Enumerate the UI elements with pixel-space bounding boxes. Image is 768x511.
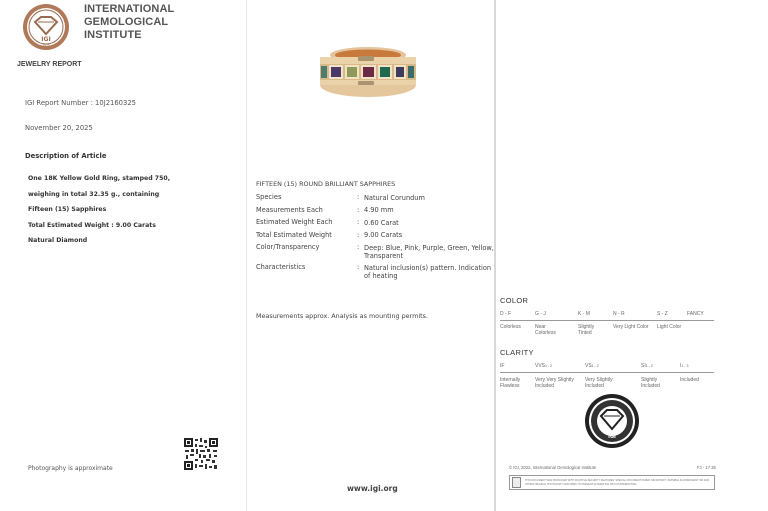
spec-value: 9.00 Carats [364, 231, 403, 240]
clarity-description: Slightly Included [641, 377, 660, 389]
document-icon [512, 477, 521, 488]
gemstone-title: FIFTEEN (15) ROUND BRILLIANT SAPPHIRES [256, 180, 396, 188]
description-line: weighing in total 32.35 g., containing [28, 190, 160, 198]
spec-separator: : [357, 193, 360, 201]
svg-text:IGI: IGI [608, 434, 616, 440]
clarity-grade [500, 363, 504, 369]
clarity-grade [641, 363, 653, 369]
color-description: Colorless [500, 324, 521, 330]
spec-label: Total Estimated Weight [256, 230, 332, 239]
report-left-panel [0, 0, 246, 511]
spec-row-weight-each [256, 218, 494, 231]
disclaimer-text: THIS DOCUMENT WAS PRODUCED WITH MULTIPLE SECURITY FEATURES. SPECIAL DOCUMENT PAPER, MICROTEXT, INVISIBLE FLUORESCENT INK AND OTHER ORIGINAL PHOTOCOPY FEATURES TO PREVENT ALTERATION OR COUNTERFEITING. [525, 479, 710, 486]
spec-row-characteristics [256, 263, 494, 280]
description-of-article [28, 175, 170, 253]
color-grade: FANCY [687, 311, 704, 317]
spec-label: Characteristics [256, 263, 306, 272]
color-grade: N - R [613, 311, 625, 317]
clarity-grade-base: VVS [535, 363, 546, 369]
color-grade: G - J [535, 311, 546, 317]
description-line: Natural Diamond [28, 237, 88, 244]
spec-label: Species [256, 193, 282, 201]
gemstone-specs-table [256, 193, 494, 280]
spec-label: Estimated Weight Each [256, 218, 333, 227]
spec-value: Natural Corundum [364, 193, 425, 202]
spec-separator: : [357, 218, 360, 227]
description-title: Description of Article [25, 152, 107, 160]
security-disclaimer-box [509, 475, 715, 490]
clarity-grade-base: VS [585, 363, 592, 369]
copyright-notice: © IGI, 2022, International Gemological Institute [509, 465, 597, 470]
spec-separator: : [357, 230, 360, 239]
measurement-note: Measurements approx. Analysis as mounting permits. [256, 312, 428, 320]
spec-separator: : [357, 205, 360, 214]
clarity-grade-sup: 1 - 2 [545, 364, 553, 368]
report-date: November 20, 2025 [25, 124, 93, 132]
website-link[interactable]: www.igi.org [347, 484, 398, 493]
form-code: FJ - 17.25 [697, 465, 716, 470]
organization-name [84, 3, 174, 42]
description-line: Fifteen (15) Sapphires [28, 206, 107, 213]
clarity-description: Very Very Slightly Included [535, 377, 574, 389]
org-line: GEMOLOGICAL [84, 16, 169, 28]
clarity-description: Very Slightly Included [585, 377, 613, 389]
clarity-grade-base: SI [641, 363, 646, 369]
clarity-scale-title: CLARITY [500, 348, 534, 357]
org-line: INSTITUTE [84, 29, 142, 41]
color-description: Near Colorless [535, 324, 556, 336]
spec-row-species [256, 193, 494, 206]
spec-value: 4.90 mm [364, 206, 394, 215]
clarity-scale-divider [500, 372, 714, 373]
ring-photo-image [318, 42, 418, 100]
photography-note: Photography is approximate [28, 465, 113, 472]
clarity-description: Included [680, 377, 699, 383]
clarity-grade [585, 363, 599, 369]
clarity-grade [535, 363, 552, 369]
igi-seal-logo-icon [17, 3, 75, 51]
clarity-grade-base: IF [500, 363, 505, 369]
qr-code-icon[interactable] [183, 437, 219, 471]
spec-value: 0.60 Carat [364, 218, 399, 227]
color-grade: K - M [578, 311, 590, 317]
spec-separator: : [357, 263, 360, 272]
color-description: Very Light Color [613, 324, 649, 330]
color-grade: S - Z [657, 311, 668, 317]
org-line: INTERNATIONAL [84, 3, 175, 15]
clarity-description: Internally Flawless [500, 377, 521, 389]
spec-value: Deep: Blue, Pink, Purple, Green, Yellow, Transparent [364, 243, 494, 261]
report-number: IGI Report Number : 10J2160325 [25, 99, 136, 107]
spec-value: Natural inclusion(s) pattern. Indication of heating [364, 263, 492, 281]
igi-seal-stamp-icon [581, 393, 643, 449]
spec-row-total-weight [256, 231, 494, 244]
clarity-grade-sup: 1 - 3 [681, 364, 689, 368]
clarity-grade [680, 363, 688, 369]
spec-row-color-transparency [256, 243, 494, 263]
description-line: One 18K Yellow Gold Ring, stamped 750, [28, 175, 171, 182]
color-scale-divider [500, 320, 714, 321]
clarity-grade-sup: 1 - 2 [591, 364, 599, 368]
svg-text:IGI: IGI [41, 36, 51, 43]
spec-label: Measurements Each [256, 205, 323, 214]
color-scale-title: COLOR [500, 296, 529, 305]
spec-separator: : [357, 243, 360, 252]
color-grade: D - F [500, 311, 512, 317]
report-type: JEWELRY REPORT [17, 61, 82, 68]
clarity-grade-base: I [680, 363, 682, 369]
spec-row-measurements [256, 206, 494, 219]
clarity-grade-sup: 1 - 2 [645, 364, 653, 368]
spec-label: Color/Transparency [256, 243, 320, 252]
svg-text:1975: 1975 [42, 43, 50, 47]
color-description: Light Color [657, 324, 682, 330]
description-line: Total Estimated Weight : 9.00 Carats [28, 221, 156, 229]
color-description: Slightly Tinted [578, 324, 595, 336]
